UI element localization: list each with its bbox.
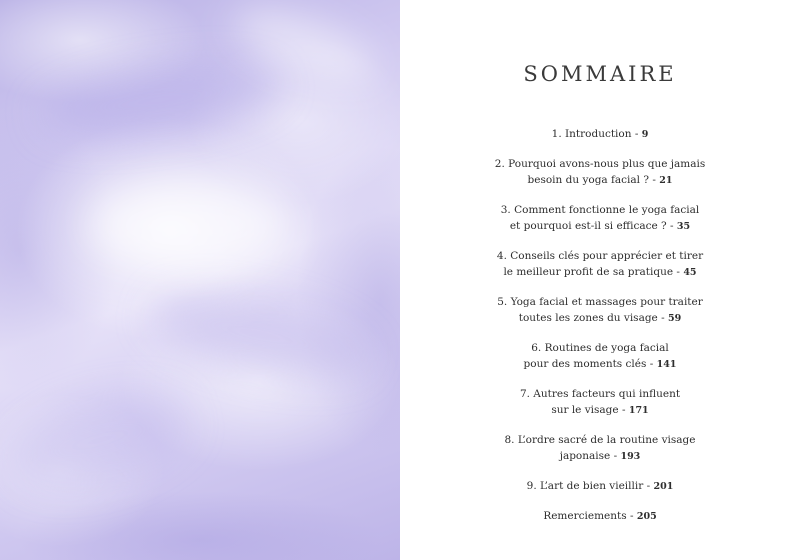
toc-entry-text: le meilleur profit de sa pratique -	[503, 266, 684, 278]
contents-page	[400, 0, 800, 560]
toc-entry-text: japonaise -	[559, 450, 621, 462]
page-title: SOMMAIRE	[523, 62, 677, 86]
toc-entry-text: et pourquoi est-il si efficace ? -	[509, 220, 677, 232]
toc-entry-line	[400, 310, 800, 327]
toc-entry-1	[400, 126, 800, 143]
toc-entry-8	[400, 432, 800, 465]
toc-page-number: 201	[653, 481, 674, 492]
toc-page-number: 9	[641, 129, 649, 140]
toc-entry-text: 3. Comment fonctionne le yoga facial	[500, 204, 700, 216]
toc-page-number: 205	[636, 511, 657, 522]
toc-page-number: 59	[668, 313, 682, 324]
toc-entry-text: besoin du yoga facial ? -	[527, 174, 660, 186]
toc-entry-text: 2. Pourquoi avons-nous plus que jamais	[494, 158, 706, 170]
toc-entry-line	[400, 448, 800, 465]
toc-page-number: 21	[659, 175, 673, 186]
toc-entry-text: 1. Introduction -	[551, 128, 642, 140]
toc-entry-text: 6. Routines de yoga facial	[531, 342, 669, 354]
toc-entry-text: pour des moments clés -	[523, 358, 657, 370]
toc-entry-text: 5. Yoga facial et massages pour traiter	[497, 296, 703, 308]
watercolor-wash	[145, 278, 375, 392]
toc-entry-text: 4. Conseils clés pour apprécier et tirer	[496, 250, 704, 262]
toc-entry-text: Remerciements -	[543, 510, 637, 522]
toc-entry-text: toutes les zones du visage -	[518, 312, 668, 324]
table-of-contents	[400, 126, 800, 538]
toc-entry-line	[400, 264, 800, 281]
toc-entry-4	[400, 248, 800, 281]
toc-entry-2	[400, 156, 800, 189]
toc-entry-text: 9. L’art de bien vieillir -	[526, 480, 654, 492]
toc-page-number: 193	[620, 451, 641, 462]
toc-entry-line	[400, 172, 800, 189]
watercolor-wash	[37, 54, 283, 147]
toc-entry-text: sur le visage -	[551, 404, 629, 416]
toc-entry-7	[400, 386, 800, 419]
toc-entry-text: 7. Autres facteurs qui influent	[519, 388, 681, 400]
toc-entry-line	[400, 508, 800, 525]
toc-entry-line	[400, 402, 800, 419]
toc-entry-3	[400, 202, 800, 235]
toc-entry-line	[400, 356, 800, 373]
toc-entry-line	[400, 126, 800, 143]
toc-page-number: 141	[656, 359, 677, 370]
toc-page-number: 45	[683, 267, 697, 278]
toc-entry-6	[400, 340, 800, 373]
watercolor-wash	[3, 378, 198, 502]
watercolor-wash	[90, 180, 290, 270]
toc-entry-text: 8. L’ordre sacré de la routine visage	[504, 434, 696, 446]
toc-entry-9	[400, 478, 800, 495]
toc-entry-5	[400, 294, 800, 327]
toc-entry-line	[400, 218, 800, 235]
toc-entry-acknowledgements	[400, 508, 800, 525]
toc-page-number: 35	[676, 221, 691, 232]
toc-page-number: 171	[628, 405, 649, 416]
toc-entry-line	[400, 478, 800, 495]
